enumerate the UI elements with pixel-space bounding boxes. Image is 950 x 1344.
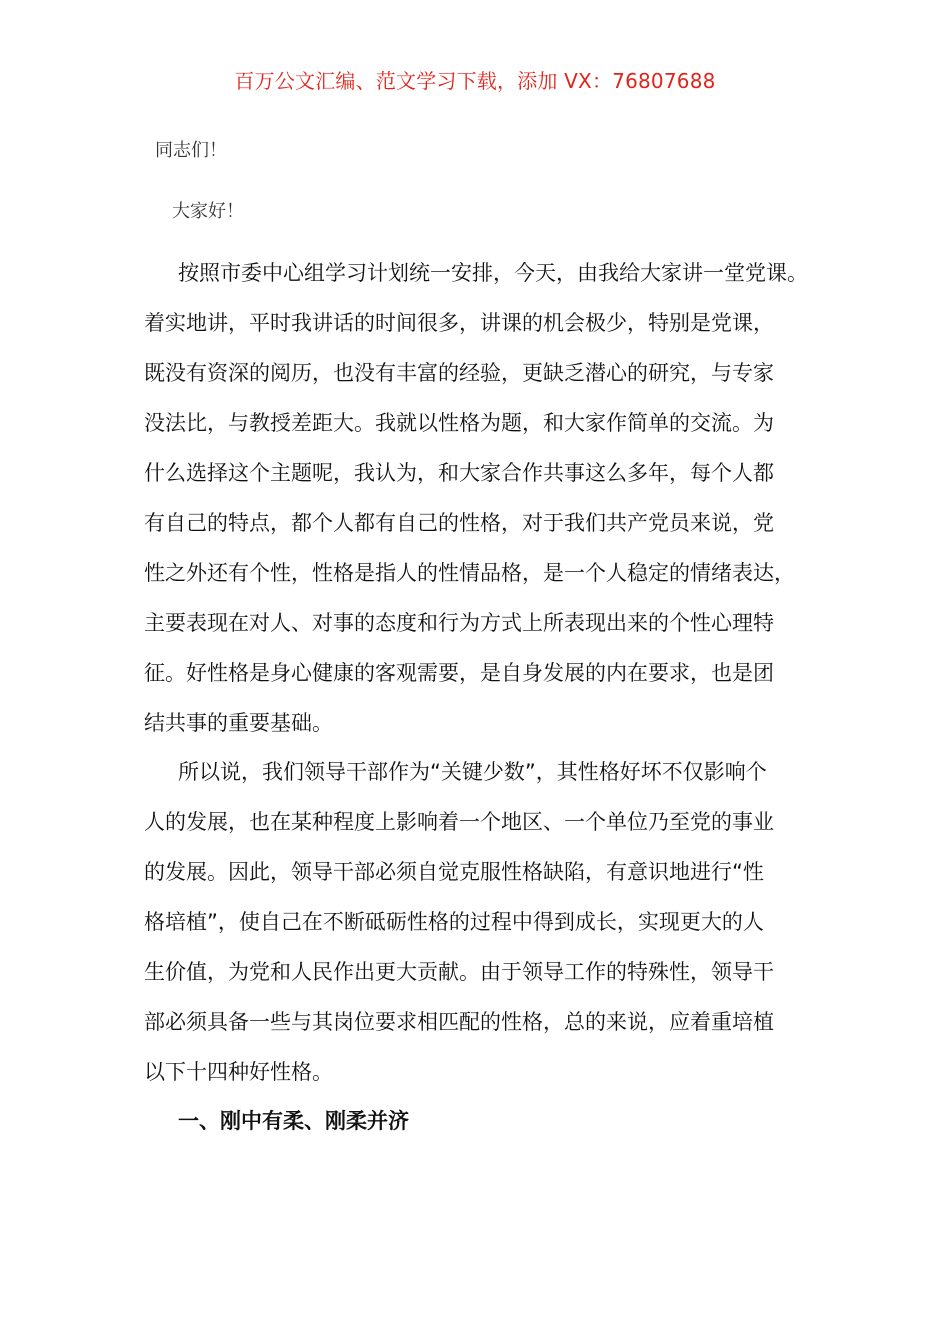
paragraph-line: 所以说，我们领导干部作为“关键少数”，其性格好坏不仅影响个 — [178, 760, 767, 784]
paragraph-line: 按照市委中心组学习计划统一安排，今天，由我给大家讲一堂党课。 — [178, 261, 808, 285]
paragraph-line: 没法比，与教授差距大。我就以性格为题，和大家作简单的交流。为 — [144, 411, 774, 435]
paragraph-line: 生价值，为党和人民作出更大贡献。由于领导工作的特殊性，领导干 — [144, 960, 774, 984]
paragraph-line: 着实地讲，平时我讲话的时间很多，讲课的机会极少，特别是党课， — [144, 311, 774, 335]
paragraph-line: 征。好性格是身心健康的客观需要，是自身发展的内在要求，也是团 — [144, 661, 774, 685]
header-banner: 百万公文汇编、范文学习下载，添加 VX：76807688 — [234, 69, 716, 93]
paragraph-line: 有自己的特点，都个人都有自己的性格，对于我们共产党员来说，党 — [144, 511, 774, 535]
paragraph-line: 部必须具备一些与其岗位要求相匹配的性格，总的来说，应着重培植 — [144, 1010, 774, 1034]
salutation-comrades: 同志们！ — [155, 140, 227, 161]
paragraph-leadership — [144, 747, 820, 1097]
salutation-hello: 大家好！ — [172, 201, 244, 222]
paragraph-line: 格培植”，使自己在不断砥砺性格的过程中得到成长，实现更大的人 — [144, 910, 764, 934]
paragraph-intro — [144, 248, 820, 748]
paragraph-line: 主要表现在对人、对事的态度和行为方式上所表现出来的个性心理特 — [144, 611, 774, 635]
paragraph-line: 人的发展，也在某种程度上影响着一个地区、一个单位乃至党的事业 — [144, 810, 774, 834]
paragraph-line: 既没有资深的阅历，也没有丰富的经验，更缺乏潜心的研究，与专家 — [144, 361, 774, 385]
paragraph-line: 什么选择这个主题呢，我认为，和大家合作共事这么多年，每个人都 — [144, 461, 774, 485]
paragraph-line: 结共事的重要基础。 — [144, 711, 333, 735]
section-heading: 一、刚中有柔、刚柔并济 — [178, 1109, 409, 1133]
paragraph-line: 的发展。因此，领导干部必须自觉克服性格缺陷，有意识地进行“性 — [144, 860, 764, 884]
paragraph-line: 以下十四种好性格。 — [144, 1060, 333, 1084]
paragraph-line: 性之外还有个性，性格是指人的性情品格，是一个人稳定的情绪表达， — [144, 561, 795, 585]
